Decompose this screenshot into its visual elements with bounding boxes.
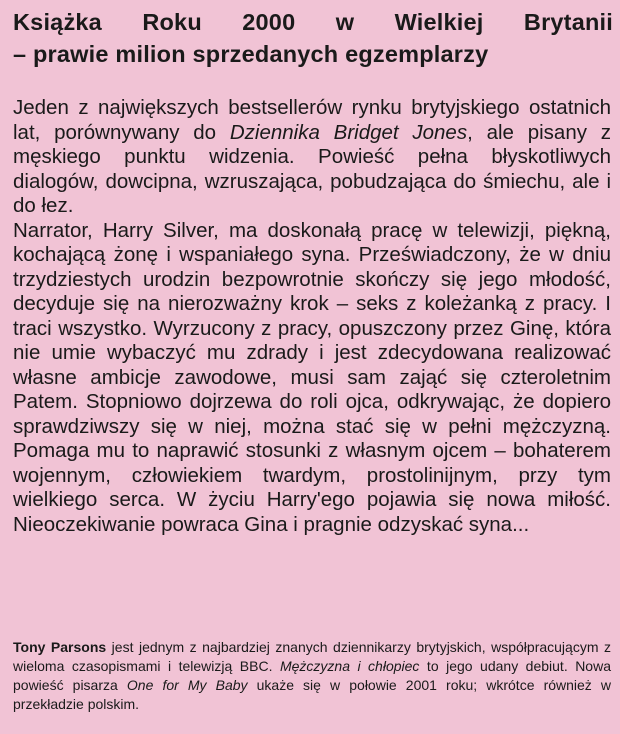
debut-title: Mężczyzna i chłopiec (279, 658, 420, 674)
author-bio (13, 638, 611, 714)
description-paragraph-2: Narrator, Harry Silver, ma doskonałą pracę w telewizji, piękną, kochającą żonę i wspaniałego syna. Przeświadczony, że w dniu trzydziestych urodzin bezpowrotnie skończy się jego młodość, decyduje się na nierozważny krok – seks z koleżanką z pracy. I traci wszystko. Wyrzucony z pracy, opuszczony przez Ginę, która nie umie wybaczyć mu zdrady i jest zdecydowana realizować własne ambicje zawodowe, musi sam zająć się czteroletnim Patem. Stopniowo dojrzewa do roli ojca, odkrywając, że dopiero sprawdziwszy się w niej, można stać się w pełni mężczyzną. Pomaga mu to naprawić stosunki z własnym ojcem – bohaterem wojennym, człowiekiem twardym, prostolinijnym, przy tym wielkiego serca. W życiu Harry'ego pojawia się nowa miłość. Nieoczekiwanie powraca Gina i pragnie odzyskać syna... (13, 218, 611, 536)
book-description (13, 96, 611, 537)
author-bio-paragraph (13, 638, 611, 714)
description-p1-text-b: , ale pisany z męskiego punktu widzenia. Powieść pełna błyskotliwych dialogów, dowcipna, wzruszająca, pobudzająca do śmiechu, ale i do łez. (13, 120, 611, 217)
book-reference-title: Dziennika Bridget Jones (229, 120, 468, 144)
headline (13, 6, 613, 70)
description-paragraph-1 (13, 96, 611, 219)
author-name: Tony Parsons (13, 639, 107, 655)
author-bio-text-3: ukaże się w połowie 2001 roku; wkrótce również w przekładzie polskim. (13, 677, 612, 712)
author-bio-text-2: to jego udany debiut. Nowa powieść pisarza (13, 658, 611, 693)
description-p1-text-a: Jeden z największych bestsellerów rynku brytyjskiego ostatnich lat, porównywany do (13, 96, 611, 144)
next-book-title: One for My Baby (126, 677, 248, 693)
author-bio-text-1: jest jednym z najbardziej znanych dziennikarzy brytyjskich, współpracującym z wieloma czasopismami i telewizją BBC. (13, 639, 611, 674)
headline-line-1: Książka Roku 2000 w Wielkiej Brytanii (13, 9, 613, 35)
headline-line-2: – prawie milion sprzedanych egzemplarzy (13, 41, 489, 67)
